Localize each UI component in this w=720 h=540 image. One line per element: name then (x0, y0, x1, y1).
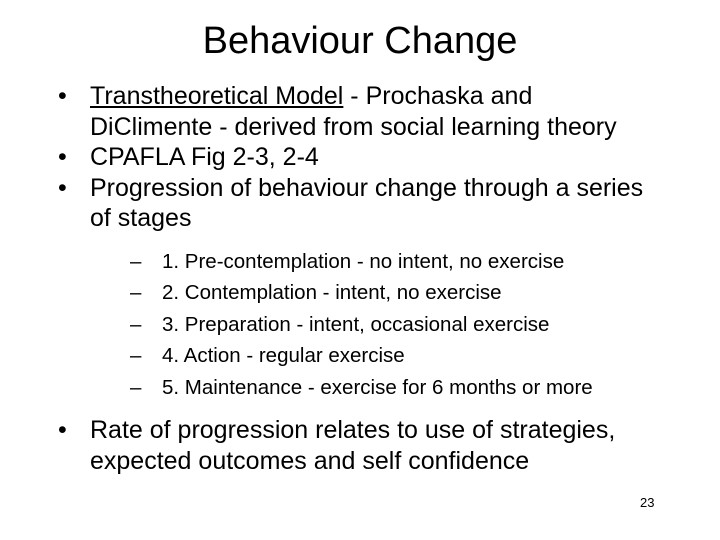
bullet-text: - Prochaska and DiClimente - derived from social learning theory (90, 82, 617, 141)
stage-item (90, 309, 658, 341)
dash-icon: – (130, 312, 142, 336)
bullet-icon: • (58, 416, 67, 444)
stage-text: 2. Contemplation - intent, no exercise (162, 281, 502, 304)
bullet-cpafla (58, 142, 658, 173)
transtheoretical-model-link[interactable]: Transtheoretical Model (90, 82, 344, 110)
bullet-list (58, 81, 658, 476)
dash-icon: – (130, 344, 142, 367)
bullet-icon: • (58, 82, 67, 110)
bullet-progression (58, 173, 658, 404)
bullet-text: Progression of behaviour change through a series of stages (90, 173, 644, 232)
bullet-icon: • (58, 173, 67, 202)
dash-icon: – (130, 249, 142, 273)
page-number: 23 (640, 495, 655, 510)
bullet-text: CPAFLA Fig 2-3, 2-4 (90, 143, 319, 171)
stage-text: 5. Maintenance - exercise for 6 months or more (162, 375, 593, 399)
stage-text: 4. Action - regular exercise (162, 344, 405, 367)
stage-item (90, 246, 658, 278)
stage-item (90, 340, 658, 372)
stage-text: 3. Preparation - intent, occasional exercise (162, 312, 550, 336)
bullet-text: Rate of progression relates to use of strategies, expected outcomes and self confidence (90, 416, 616, 475)
dash-icon: – (130, 375, 142, 399)
bullet-icon: • (58, 143, 67, 171)
stages-list (90, 246, 658, 404)
stage-item (90, 372, 658, 404)
bullet-transtheoretical-model (58, 81, 658, 142)
slide-title: Behaviour Change (202, 20, 518, 62)
bullet-rate-of-progression (58, 415, 658, 476)
stage-item (90, 277, 658, 309)
stage-text: 1. Pre-contemplation - no intent, no exercise (162, 249, 565, 273)
dash-icon: – (130, 281, 142, 304)
